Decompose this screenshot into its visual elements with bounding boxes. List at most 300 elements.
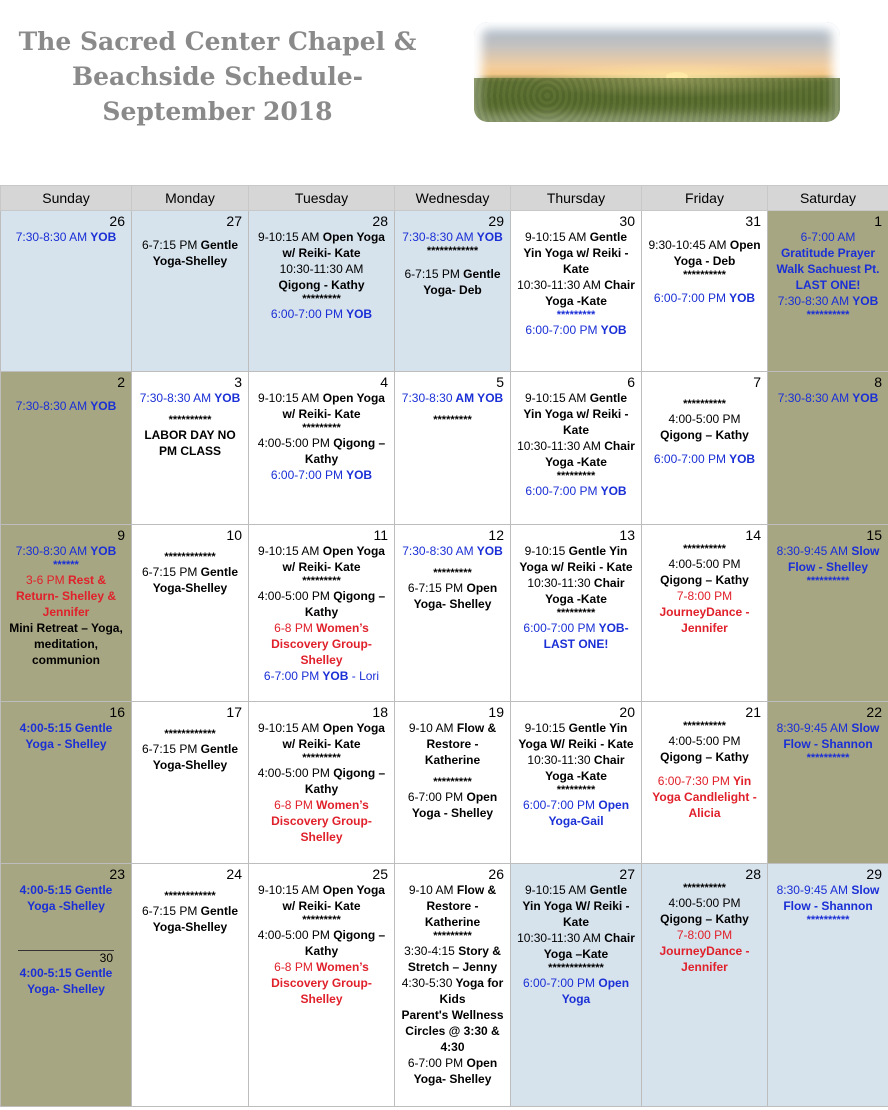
event-title: Gentle Yin Yoga w/ Reiki - Kate — [523, 230, 629, 276]
event-title: Gentle Yoga-Shelley — [152, 742, 239, 772]
day-number: 4 — [380, 374, 388, 390]
separator-stars: ********* — [433, 776, 472, 788]
event-title: Women’s Discovery Group- Shelley — [271, 960, 372, 1006]
event-title: Open Yoga-Gail — [548, 798, 630, 828]
event-item — [249, 927, 394, 959]
event-item — [1, 620, 131, 668]
event-item — [395, 720, 510, 768]
event-item — [511, 322, 641, 338]
spacer — [642, 765, 767, 773]
spacer — [132, 229, 248, 237]
event-item — [768, 390, 888, 406]
day-number: 12 — [488, 527, 504, 543]
event-item — [642, 773, 767, 821]
event-time: 3-6 PM — [25, 573, 65, 587]
event-time: 10:30-11:30 — [527, 753, 591, 767]
separator-stars: ********* — [556, 470, 596, 482]
separator-stars: ************ — [164, 890, 216, 902]
day-cell — [511, 702, 642, 864]
spacer — [395, 768, 510, 776]
event-item — [395, 266, 510, 298]
event-time: 9:30-10:45 AM — [648, 238, 727, 252]
event-title: Open Yoga - Deb — [673, 238, 761, 268]
event-time: 7:30-8:30 AM — [15, 399, 88, 413]
day-number: 21 — [745, 704, 761, 720]
day-number: 8 — [874, 374, 882, 390]
event-title: Open Yoga- Shelley — [413, 1056, 498, 1086]
event-time: 7:30-8:30 AM — [402, 230, 474, 244]
event-item — [642, 588, 767, 604]
calendar-table — [0, 185, 888, 1107]
event-title: YOB — [90, 399, 117, 413]
day-number: 29 — [488, 213, 504, 229]
separator-stars: ************ — [426, 245, 479, 257]
spacer — [132, 720, 248, 728]
event-item — [1, 882, 131, 914]
day-cell — [395, 211, 511, 372]
day-number: 3 — [234, 374, 242, 390]
event-item — [642, 451, 767, 467]
event-title: LABOR DAY NO PM CLASS — [144, 428, 236, 458]
separator-stars: ********* — [433, 414, 472, 426]
event-title: Gentle Yoga-Shelley — [152, 904, 239, 934]
event-item — [249, 543, 394, 575]
event-time: 6-7:00 PM — [407, 790, 464, 804]
event-time: 6-7:00 PM — [407, 1056, 464, 1070]
day-number: 17 — [226, 704, 242, 720]
day-cell — [249, 864, 395, 1107]
event-title: Gentle Yoga-Shelley — [152, 238, 239, 268]
separator-stars: ********* — [556, 607, 596, 619]
event-item — [249, 882, 394, 914]
event-item — [768, 720, 888, 752]
day-cell — [132, 864, 249, 1107]
day-cell — [249, 702, 395, 864]
spacer — [132, 406, 248, 414]
event-item — [249, 467, 394, 483]
event-time: 4:00-5:00 PM — [668, 557, 741, 571]
event-time: 7:30-8:30 AM — [777, 294, 850, 308]
event-title: Open Yoga — [561, 976, 630, 1006]
day-number: 26 — [109, 213, 125, 229]
event-title: AM YOB — [455, 391, 504, 405]
event-title: Chair Yoga –Kate — [543, 931, 635, 961]
day-cell — [768, 211, 888, 372]
separator-stars: ********** — [806, 752, 850, 764]
event-time: 8:30-9:45 AM — [776, 883, 849, 897]
spacer — [642, 390, 767, 398]
event-time: 9-10:15 AM — [524, 230, 587, 244]
event-item — [395, 882, 510, 930]
weekday-thursday: Thursday — [511, 186, 642, 211]
separator-stars: ********* — [433, 567, 472, 579]
event-time: 6:00-7:00 PM — [653, 291, 726, 305]
day-number: 11 — [373, 527, 388, 543]
separator-stars: ********* — [302, 575, 341, 587]
event-title: 4:00-5:15 Gentle Yoga -Shelley — [19, 883, 113, 913]
event-time: 9-10:15 — [524, 721, 566, 735]
event-item — [395, 975, 510, 1007]
event-time: 9-10 AM — [408, 721, 454, 735]
event-item — [395, 390, 510, 406]
day-cell — [768, 702, 888, 864]
event-item — [511, 797, 641, 829]
spacer — [395, 406, 510, 414]
day-number: 2 — [117, 374, 125, 390]
separator-stars: ************ — [164, 551, 216, 563]
separator-stars: ****** — [53, 559, 79, 571]
weekday-header-row — [1, 186, 888, 211]
title-line-2: Beachside Schedule- — [71, 62, 364, 91]
event-time: 6:00-7:30 PM — [657, 774, 730, 788]
event-time: 9-10 AM — [408, 883, 454, 897]
event-time: 7:30-8:30 — [401, 391, 453, 405]
event-time: 4:00-5:00 PM — [668, 734, 741, 748]
day-cell — [1, 211, 132, 372]
week-row — [1, 211, 888, 372]
event-time: 4:00-5:00 PM — [668, 412, 741, 426]
event-item — [249, 229, 394, 261]
event-item — [395, 229, 510, 245]
day-cell — [511, 372, 642, 525]
event-title: Open Yoga w/ Reiki- Kate — [282, 721, 385, 751]
day-cell — [768, 372, 888, 525]
event-time: 9-10:15 AM — [258, 230, 320, 244]
separator-stars: ********* — [433, 930, 472, 942]
event-title: Open Yoga w/ Reiki- Kate — [282, 544, 385, 574]
event-time: 6-7:00 PM — [263, 669, 320, 683]
event-item — [249, 261, 394, 277]
title-line-1: The Sacred Center Chapel & — [18, 27, 417, 56]
event-title: Gratitude Prayer Walk Sachuest Pt. LAST ONE! — [776, 246, 880, 292]
event-item — [395, 1007, 510, 1055]
event-time: 6-7:00 AM — [800, 230, 856, 244]
event-title: 4:00-5:15 Gentle Yoga- Shelley — [19, 966, 113, 996]
event-item — [642, 556, 767, 588]
event-time: 4:00-5:00 PM — [257, 589, 330, 603]
event-item — [395, 580, 510, 612]
day-number: 18 — [372, 704, 388, 720]
event-title: Flow & Restore - Katherine — [424, 721, 497, 767]
event-time: 7:30-8:30 AM — [15, 230, 88, 244]
event-title: Gentle Yoga- Deb — [423, 267, 501, 297]
spacer — [132, 543, 248, 551]
spacer — [395, 258, 510, 266]
day-cell — [132, 372, 249, 525]
event-title: Qigong – Kathy — [304, 928, 386, 958]
event-title: Qigong – Kathy — [660, 573, 749, 587]
event-item — [1, 965, 131, 997]
event-time: 6-7:15 PM — [141, 904, 198, 918]
event-item — [511, 277, 641, 309]
event-title: YOB — [90, 544, 117, 558]
event-time: 7:30-8:30 AM — [777, 391, 850, 405]
week-row — [1, 372, 888, 525]
sunset-photo — [474, 22, 840, 122]
separator-stars: ********* — [302, 293, 341, 305]
event-title: Qigong – Kathy — [660, 428, 749, 442]
event-item — [395, 543, 510, 559]
day-cell — [395, 702, 511, 864]
day-cell — [132, 525, 249, 702]
event-time: 6:00-7:00 PM — [522, 976, 596, 990]
event-time: 4:00-5:00 PM — [257, 766, 330, 780]
event-time: 6-7:15 PM — [141, 238, 198, 252]
day-number: 14 — [745, 527, 761, 543]
event-title: Women’s Discovery Group- Shelley — [271, 798, 372, 844]
event-title: Qigong – Kathy — [660, 750, 749, 764]
event-item — [511, 438, 641, 470]
day-number: 30 — [99, 951, 113, 965]
event-item — [249, 720, 394, 752]
day-cell — [1, 864, 132, 1107]
event-time: 9-10:15 — [524, 544, 566, 558]
event-item — [132, 390, 248, 406]
separator-stars: ********* — [302, 422, 341, 434]
event-time: 10:30-11:30 AM — [517, 931, 601, 945]
event-time: 6:00-7:00 PM — [270, 468, 343, 482]
event-title: Slow Flow - Shannon — [783, 883, 880, 913]
separator-stars: ********** — [806, 309, 850, 321]
event-item — [132, 564, 248, 596]
separator-stars: ********** — [683, 398, 726, 410]
day-cell — [768, 864, 888, 1107]
event-time: 6-7:15 PM — [141, 565, 198, 579]
day-number: 27 — [619, 866, 635, 882]
event-title: Gentle Yin Yoga W/ Reiki - Kate — [522, 883, 630, 929]
separator-stars: ********** — [683, 720, 726, 732]
event-title: YOB — [322, 669, 349, 683]
event-title: Qigong – Kathy — [304, 589, 386, 619]
page-title — [0, 24, 435, 129]
day-number: 24 — [226, 866, 242, 882]
event-title: Gentle Yin Yoga w/ Reiki - Kate — [523, 391, 629, 437]
event-item — [511, 575, 641, 607]
day-number: 6 — [627, 374, 635, 390]
day-cell — [642, 211, 768, 372]
day-number: 28 — [372, 213, 388, 229]
day-number: 27 — [226, 213, 242, 229]
event-time: 6-8 PM — [274, 960, 313, 974]
event-title: YOB — [476, 544, 503, 558]
title-line-3: September 2018 — [102, 97, 333, 126]
event-item — [132, 741, 248, 773]
day-number: 26 — [488, 866, 504, 882]
separator-stars: ********* — [302, 752, 341, 764]
event-title: Chair Yoga -Kate — [545, 576, 625, 606]
day-number: 30 — [619, 213, 635, 229]
day-cell — [511, 211, 642, 372]
event-title: Chair Yoga -Kate — [545, 439, 635, 469]
event-title: Open Yoga w/ Reiki- Kate — [282, 883, 385, 913]
event-time: 7-8:00 PM — [676, 928, 733, 942]
weekday-sunday: Sunday — [1, 186, 132, 211]
separator-stars: ********** — [683, 882, 726, 894]
event-item — [1, 398, 131, 414]
event-item — [249, 620, 394, 668]
event-title: YOB — [729, 452, 756, 466]
day-cell — [1, 702, 132, 864]
event-item — [249, 435, 394, 467]
event-time: 6:00-7:00 PM — [525, 323, 598, 337]
event-item — [395, 943, 510, 975]
event-time: 8:30-9:45 AM — [776, 721, 849, 735]
event-time: 9-10:15 AM — [258, 721, 320, 735]
event-title: YOB — [852, 294, 879, 308]
event-item — [642, 604, 767, 636]
event-title: Gentle Yin Yoga W/ Reiki - Kate — [518, 721, 634, 751]
day-cell — [132, 211, 249, 372]
event-time: 7-8:00 PM — [676, 589, 733, 603]
day-cell — [395, 864, 511, 1107]
event-time: 10:30-11:30 — [527, 576, 591, 590]
event-title: Qigong – Kathy — [304, 436, 386, 466]
week-row — [1, 864, 888, 1107]
event-instructor: - Lori — [348, 669, 380, 683]
event-item — [132, 903, 248, 935]
day-number: 20 — [619, 704, 635, 720]
day-number: 28 — [745, 866, 761, 882]
day-number: 10 — [226, 527, 242, 543]
event-time: 10:30-11:30 AM — [517, 439, 601, 453]
shrubland-shape — [474, 78, 840, 122]
event-item — [642, 927, 767, 943]
separator-stars: ************* — [548, 962, 604, 974]
event-title: Open Yoga- Shelley — [413, 581, 498, 611]
weekday-friday: Friday — [642, 186, 768, 211]
event-item — [511, 390, 641, 438]
event-title: Qigong - Kathy — [278, 278, 365, 292]
event-title: YOB — [476, 230, 503, 244]
day-cell — [395, 525, 511, 702]
event-item — [642, 237, 767, 269]
day-cell — [642, 525, 768, 702]
event-title: Parent's Wellness Circles @ 3:30 & 4:30 — [401, 1008, 504, 1054]
event-time: 6:00-7:00 PM — [523, 621, 596, 635]
event-item — [395, 789, 510, 821]
day-number: 1 — [874, 213, 882, 229]
event-item — [249, 765, 394, 797]
event-time: 6-7:15 PM — [141, 742, 198, 756]
day-number: 31 — [745, 213, 761, 229]
event-time: 9-10:15 AM — [258, 883, 320, 897]
event-item — [511, 483, 641, 499]
event-time: 9-10:15 AM — [524, 883, 587, 897]
day-cell — [132, 702, 249, 864]
event-item — [395, 1055, 510, 1087]
event-item — [511, 752, 641, 784]
event-item — [511, 543, 641, 575]
separator-stars: ********** — [806, 914, 850, 926]
weekday-saturday: Saturday — [768, 186, 888, 211]
event-time: 9-10:15 AM — [258, 544, 320, 558]
event-item — [642, 943, 767, 975]
spacer — [642, 282, 767, 290]
event-item — [249, 277, 394, 293]
event-item — [132, 427, 248, 459]
event-item — [132, 237, 248, 269]
event-time: 4:30-5:30 — [401, 976, 453, 990]
event-title: Women’s Discovery Group- Shelley — [271, 621, 372, 667]
separator-stars: ********* — [302, 914, 341, 926]
event-title: JourneyDance - Jennifer — [659, 944, 750, 974]
day-cell — [768, 525, 888, 702]
day-cell — [395, 372, 511, 525]
event-title: Yoga for Kids — [439, 976, 504, 1006]
event-title: YOB — [729, 291, 756, 305]
day-cell — [642, 864, 768, 1107]
event-time: 6:00-7:00 PM — [525, 484, 598, 498]
event-title: Slow Flow - Shelley — [787, 544, 880, 574]
day-cell — [511, 864, 642, 1107]
event-item — [249, 668, 394, 684]
event-time: 3:30-4:15 — [404, 944, 455, 958]
separator-stars: ********* — [556, 309, 596, 321]
week-row — [1, 525, 888, 702]
event-title: YOB — [90, 230, 117, 244]
spacer — [132, 882, 248, 890]
event-title: Gentle Yoga-Shelley — [152, 565, 239, 595]
event-item — [511, 882, 641, 930]
week-row — [1, 702, 888, 864]
event-item — [249, 588, 394, 620]
event-item — [1, 572, 131, 620]
day-cell — [1, 525, 132, 702]
day-cell — [1, 372, 132, 525]
event-time: 6-7:15 PM — [404, 267, 460, 281]
event-title: Open Yoga w/ Reiki- Kate — [282, 391, 385, 421]
event-time: 6:00-7:00 PM — [653, 452, 726, 466]
event-title: YOB — [214, 391, 241, 405]
event-title: YOB — [600, 484, 627, 498]
separator-stars: ********** — [168, 414, 212, 426]
event-item — [642, 411, 767, 443]
event-title: 4:00-5:15 Gentle Yoga - Shelley — [19, 721, 113, 751]
event-time: 7:30-8:30 AM — [15, 544, 88, 558]
day-cell — [642, 702, 768, 864]
event-item — [511, 720, 641, 752]
event-item — [1, 543, 131, 559]
event-title: Open Yoga w/ Reiki- Kate — [282, 230, 385, 260]
spacer — [642, 443, 767, 451]
event-item — [642, 895, 767, 927]
spacer — [642, 229, 767, 237]
day-number: 25 — [372, 866, 388, 882]
event-item — [511, 620, 641, 652]
event-item — [249, 959, 394, 1007]
event-title: Gentle Yin Yoga w/ Reiki - Kate — [519, 544, 633, 574]
event-time: 6-7:15 PM — [407, 581, 464, 595]
separator-stars: ********** — [683, 543, 726, 555]
weekday-tuesday: Tuesday — [249, 186, 395, 211]
event-time: 9-10:15 AM — [258, 391, 320, 405]
spacer — [1, 390, 131, 398]
event-title: YOB — [600, 323, 627, 337]
event-title: Chair Yoga -Kate — [545, 753, 625, 783]
event-item — [642, 290, 767, 306]
event-item — [1, 229, 131, 245]
event-time: 10:30-11:30 AM — [517, 278, 601, 292]
event-title: YOB — [852, 391, 879, 405]
separator-stars: ************ — [164, 728, 216, 740]
event-item — [768, 882, 888, 914]
day-number: 7 — [753, 374, 761, 390]
event-title: Slow Flow - Shannon — [783, 721, 880, 751]
day-cell — [511, 525, 642, 702]
event-title: YOB- LAST ONE! — [543, 621, 629, 651]
separator-stars: ********* — [556, 784, 596, 796]
separator-stars: ********** — [806, 575, 850, 587]
